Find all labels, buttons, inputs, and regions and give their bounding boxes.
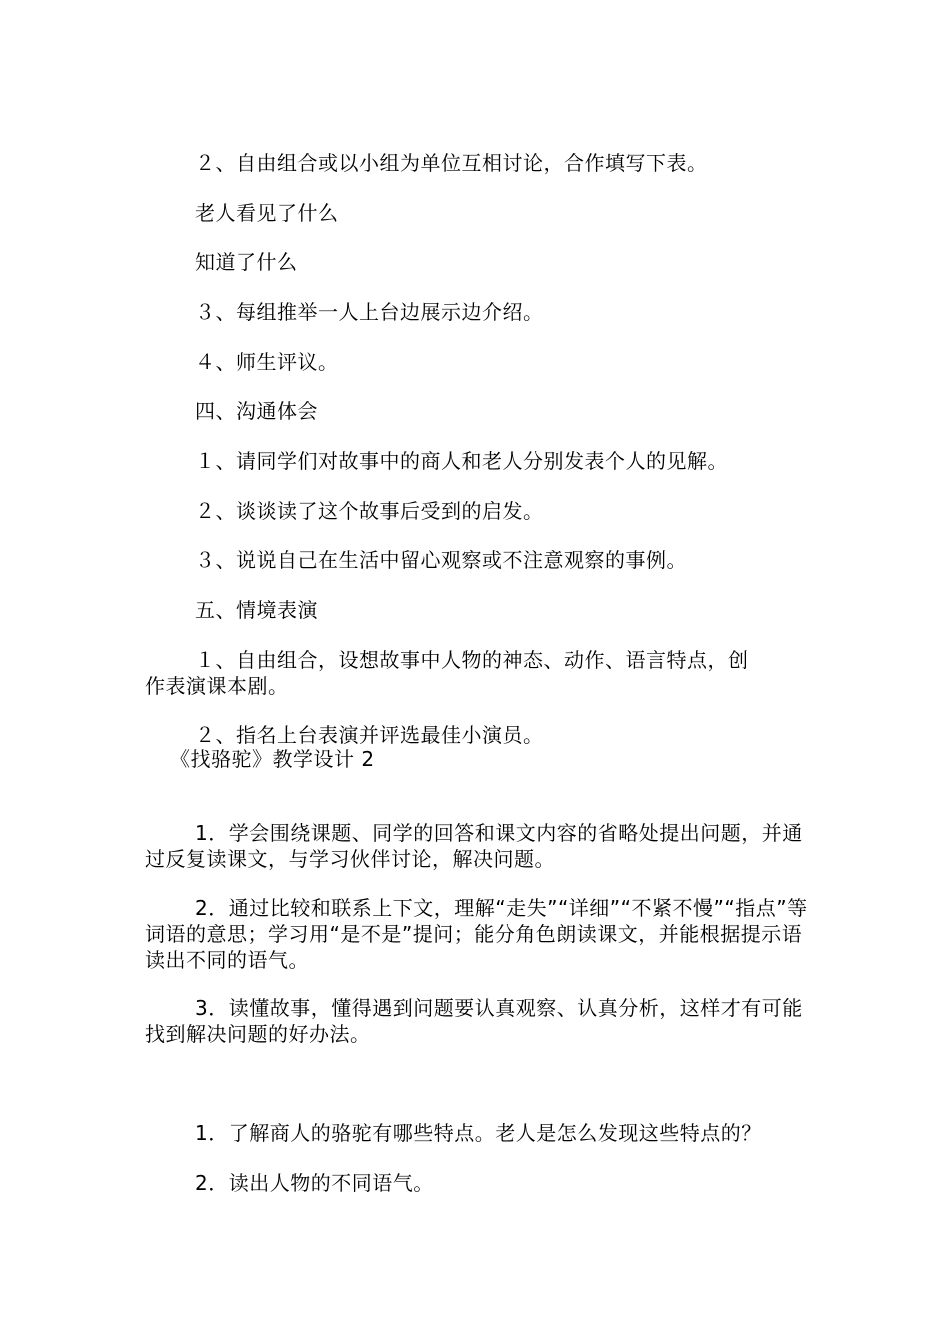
section5-item-2: ２、指名上台表演并评选最佳小演员。 [195,723,544,747]
key-point-2: 2．读出人物的不同语气。 [195,1171,434,1195]
table-row-saw: 老人看见了什么 [195,201,339,225]
key-point-1: 1．了解商人的骆驼有哪些特点。老人是怎么发现这些特点的？ [195,1121,762,1145]
step-2-discuss: ２、自由组合或以小组为单位互相讨论，合作填写下表。 [195,151,708,175]
step-3-present: ３、每组推举一人上台边展示边介绍。 [195,300,544,324]
section5-item-1-line1: １、自由组合，设想故事中人物的神态、动作、语言特点，创 [195,648,749,672]
section4-item-3: ３、说说自己在生活中留心观察或不注意观察的事例。 [195,548,687,572]
section5-item-1-line2: 作表演课本剧。 [145,674,289,698]
goal-2: 2．通过比较和联系上下文，理解“走失”“详细”“不紧不慢”“指点”等词语的意思；学习用“是不是”提问；能分角色朗读课文，并能根据提示语读出不同的语气。 [145,896,808,972]
table-row-knew: 知道了什么 [195,250,298,274]
goal-3: 3．读懂故事，懂得遇到问题要认真观察、认真分析，这样才有可能找到解决问题的好办法。 [145,996,803,1046]
step-4-evaluate: ４、师生评议。 [195,350,339,374]
document-title: 《找骆驼》教学设计 2 [170,747,375,771]
goal-1: 1．学会围绕课题、同学的回答和课文内容的省略处提出问题，并通过反复读课文，与学习伙伴讨论，解决问题。 [145,821,803,871]
section-heading-5: 五、情境表演 [195,598,318,622]
section-heading-4: 四、沟通体会 [195,399,318,423]
section4-item-1: １、请同学们对故事中的商人和老人分别发表个人的见解。 [195,449,728,473]
section4-item-2: ２、谈谈读了这个故事后受到的启发。 [195,499,544,523]
